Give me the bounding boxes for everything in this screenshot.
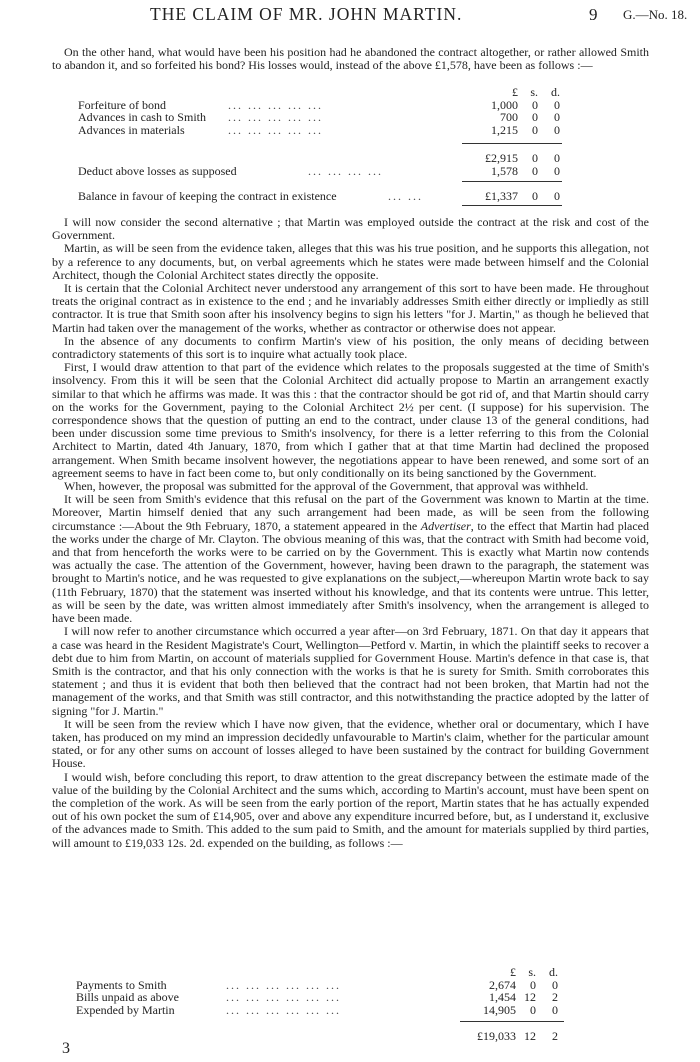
row-leader: ... ... ... ... ... ... bbox=[226, 977, 341, 992]
row-leader: ... ... ... ... ... bbox=[228, 110, 323, 124]
page-header bbox=[0, 4, 700, 30]
table-header-row bbox=[76, 966, 596, 979]
row-pence: 0 bbox=[552, 1002, 558, 1017]
col-pounds-header: £ bbox=[512, 85, 518, 99]
intro-paragraph-block bbox=[52, 46, 649, 72]
col-pence-header: d. bbox=[549, 965, 558, 979]
losses-subtotal-block bbox=[78, 152, 598, 177]
text-run: , to the effect that Martin had placed the works under the charge of Mr. Clayton. The obvious meaning of this was, that the contract with Smith had become void, and that from henceforth the works were to be carried on by the Government. This is exactly what Martin now contends was actually the case. The attention of the Government, however, having been drawn to the paragraph, the statement was brought to Martin's notice, and he was requested to give explanations on the subject,—whereupon Martin wrote back to say (11th February, 1870) that the statement was inserted without his knowledge, and that its contents were untrue. This letter, as will be seen by the date, was written almost immediately after Smith's insolvency, when the arrangement is alleged to have been made. bbox=[52, 518, 649, 626]
document-reference: G.—No. 18. bbox=[623, 7, 688, 22]
row-label: Advances in materials bbox=[78, 122, 185, 137]
row-label: Expended by Martin bbox=[76, 1002, 175, 1017]
balance-label: Balance in favour of keeping the contract in existence bbox=[78, 189, 337, 203]
row-leader: ... ... ... ... ... ... bbox=[226, 990, 341, 1004]
paragraph: When, however, the proposal was submitted for the approval of the Government, that approval was withheld. bbox=[64, 479, 589, 494]
row-pence: 2 bbox=[552, 990, 558, 1004]
total-rule bbox=[460, 1021, 564, 1022]
intro-paragraph: On the other hand, what would have been his position had he abandoned the contract altogether, or rather allowed Smith to abandon it, and so forfeited his bond? His losses would, instead of the above £1,578, have been as follows :— bbox=[52, 45, 649, 73]
row-shillings: 0 bbox=[532, 122, 538, 137]
signature-mark: 3 bbox=[62, 1040, 70, 1057]
body-text bbox=[52, 216, 649, 850]
col-shillings-header: s. bbox=[528, 965, 536, 979]
newspaper-title: Advertiser bbox=[420, 518, 471, 533]
subtotal-pence: 0 bbox=[554, 151, 560, 165]
expenditure-table bbox=[76, 966, 596, 1016]
paragraph: First, I would draw attention to that part of the evidence which relates to the proposals suggested at the time of Smith's insolvency. From this it will be seen that the Colonial Architect did actually propose to Martin an arrangement exactly similar to that which he affirms was made. It was this : that the contractor should be got rid of, and that Martin should carry on the works for the Government, paying to the Colonial Architect 2½ per cent. (I suppose) for his supervision. The correspondence shows that the question of putting an end to the contract, under clause 13 of the general conditions, had been under discussion some time previous to Smith's insolvency, for there is a letter referring to this from the Colonial Architect to Martin, dated 4th January, 1870, from which I gather that at that time Martin had declined the proposed arrangement. When Smith became insolvent however, the negotiations appear to have been renewed, and some sort of an agreement seems to have in fact been come to, but only conditionally on its being sanctioned by the Government. bbox=[52, 360, 649, 480]
page-title: THE CLAIM OF MR. JOHN MARTIN. bbox=[150, 4, 463, 24]
table-row bbox=[76, 1004, 596, 1017]
row-pounds: 14,905 bbox=[483, 1002, 516, 1017]
deduct-pence: 0 bbox=[554, 163, 560, 178]
table-row bbox=[78, 111, 598, 124]
row-pounds: 1,215 bbox=[491, 122, 518, 137]
deduct-row bbox=[78, 165, 598, 178]
col-shillings-header: s. bbox=[530, 85, 538, 99]
paragraph-advertiser bbox=[52, 493, 649, 625]
row-pounds: 2,674 bbox=[489, 977, 516, 992]
row-leader: ... ... ... ... ... ... bbox=[226, 1002, 341, 1017]
subtotal-rule bbox=[462, 143, 562, 144]
row-pence: 0 bbox=[554, 122, 560, 137]
table-header-row bbox=[78, 86, 598, 99]
row-pounds: 1,454 bbox=[489, 990, 516, 1004]
row-pence: 0 bbox=[554, 97, 560, 112]
subtotal-shillings: 0 bbox=[532, 151, 538, 165]
row-label: Advances in cash to Smith bbox=[78, 110, 206, 124]
row-shillings: 0 bbox=[532, 97, 538, 112]
subtotal-pounds: £2,915 bbox=[485, 151, 518, 165]
paragraph: Martin, as will be seen from the evidence taken, alleges that this was his true position, and he supports this allegation, not by a reference to any documents, but, on verbal agreements which he states were made between himself and the Colonial Architect, though the Colonial Architect states directly the opposite. bbox=[52, 241, 649, 282]
row-shillings: 0 bbox=[530, 977, 536, 992]
row-shillings: 0 bbox=[532, 110, 538, 124]
row-label: Forfeiture of bond bbox=[78, 97, 166, 112]
table-row bbox=[78, 124, 598, 137]
row-shillings: 12 bbox=[524, 990, 536, 1004]
balance-row bbox=[78, 190, 598, 203]
balance-rule bbox=[462, 181, 562, 182]
balance-block bbox=[78, 190, 598, 203]
page-number: 9 bbox=[589, 5, 598, 24]
deduct-label: Deduct above losses as supposed bbox=[78, 163, 237, 178]
deduct-leader: ... ... ... ... bbox=[308, 163, 383, 178]
expenditure-total-block bbox=[76, 1030, 596, 1043]
paragraph: It is certain that the Colonial Architect never understood any arrangement of this sort to have been made. He throughout treats the original contract as in existence to the end ; and he invariably addresses Smith either directly or impliedly as still contractor. It is true that Smith soon after his insolvency begins to sign his letters "for J. Martin," as though he believed that Martin had taken over the management of the works, whether as contractor or otherwise does not appear. bbox=[52, 281, 649, 335]
row-pence: 0 bbox=[554, 110, 560, 124]
balance-leader: ... ... bbox=[388, 189, 423, 203]
text-run: It will be seen from Smith's evidence that this refusal on the part of the Government was known to Martin at the time. Moreover, Martin himself denied that any such arrangement had been made, as will be seen from the following circumstance :—About the 9th February, 1870, a statement appeared in the bbox=[52, 492, 649, 533]
paragraph: I will now refer to another circumstance which occurred a year after—on 3rd February, 1871. On that day it appears that a case was heard in the Resident Magistrate's Court, Wellington—Petford v. Martin, in which the plaintiff seeks to recover a debt due to him from Martin, on account of materials supplied for Government House. Martin's defence in that case is, that Smith is the contractor, and that his only connection with the works is that he is surety for Smith. Smith corroborates this statement ; and thus it is evident that both then believed that the contract had not been broken, that Martin had not the management of the works, and that Smith was still contractor, and this notwithstanding the practice adopted by the latter of signing "for J. Martin." bbox=[52, 624, 649, 718]
total-shillings: 12 bbox=[524, 1029, 536, 1043]
col-pounds-header: £ bbox=[510, 965, 516, 979]
losses-table bbox=[78, 86, 598, 136]
table-row bbox=[76, 991, 596, 1004]
deduct-pounds: 1,578 bbox=[491, 163, 518, 178]
paragraph: It will be seen from the review which I have now given, that the evidence, whether oral or documentary, which I have taken, has produced on my mind an impression decidedly unfavourable to Martin's claim, whether for the particular amount stated, or for any other sums on account of losses alleged to have been sustained by the contract for building Government House. bbox=[52, 716, 649, 771]
balance-pence: 0 bbox=[554, 189, 560, 203]
paragraph: I would wish, before concluding this report, to draw attention to the great discrepancy between the estimate made of the value of the building by the Colonial Architect and the sums which, according to Martin's account, must have been spent on the completion of the work. As will be seen from the early portion of the report, Martin states that he has actually expended out of his own pocket the sum of £14,905, over and above any expenditure incurred before, but, as I understand it, exclusive of the advances made to Smith. This added to the sum paid to Smith, and the amount for materials supplied by third parties, will amount to £19,033 12s. 2d. expended on the building, as follows :— bbox=[52, 769, 649, 850]
row-label: Bills unpaid as above bbox=[76, 990, 179, 1004]
total-pence: 2 bbox=[552, 1029, 558, 1043]
row-leader: ... ... ... ... ... bbox=[228, 97, 323, 112]
balance-shillings: 0 bbox=[532, 189, 538, 203]
total-row bbox=[76, 1030, 596, 1043]
row-shillings: 0 bbox=[530, 1002, 536, 1017]
col-pence-header: d. bbox=[551, 85, 560, 99]
paragraph: I will now consider the second alternative ; that Martin was employed outside the contract at the risk and cost of the Government. bbox=[52, 215, 649, 243]
row-leader: ... ... ... ... ... bbox=[228, 122, 323, 137]
paragraph: In the absence of any documents to confirm Martin's view of his position, the only means of deciding between contradictory statements of this sort is to inquire what actually took place. bbox=[52, 333, 649, 362]
row-label: Payments to Smith bbox=[76, 977, 167, 992]
total-pounds: £19,033 bbox=[477, 1029, 516, 1043]
row-pounds: 700 bbox=[500, 110, 518, 124]
balance-underline bbox=[462, 205, 562, 206]
subtotal-row bbox=[78, 152, 598, 165]
balance-pounds: £1,337 bbox=[485, 189, 518, 203]
row-pounds: 1,000 bbox=[491, 97, 518, 112]
deduct-shillings: 0 bbox=[532, 163, 538, 178]
row-pence: 0 bbox=[552, 977, 558, 992]
